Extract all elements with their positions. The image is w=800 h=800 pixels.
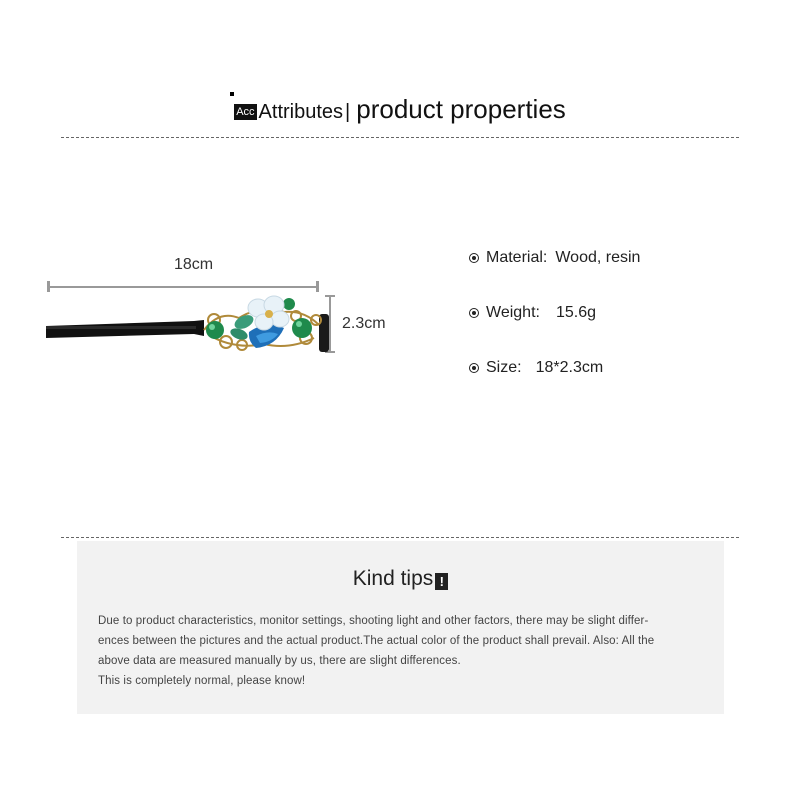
page-title: product properties <box>356 94 566 124</box>
property-value: 15.6g <box>555 304 596 321</box>
header-pipe: | <box>345 101 351 123</box>
section-header <box>0 94 800 124</box>
property-label: Size: <box>486 359 522 376</box>
property-label: Material: <box>486 249 548 266</box>
property-weight <box>469 304 596 322</box>
bottom-divider <box>61 537 739 538</box>
exclamation-icon: ! <box>435 573 448 590</box>
bullet-icon <box>469 363 479 373</box>
property-value: 18*2.3cm <box>535 359 604 376</box>
kind-tips-panel <box>77 541 724 714</box>
header-attributes-label: Attributes <box>258 101 344 123</box>
height-dimension-label: 2.3cm <box>342 315 386 332</box>
bullet-icon <box>469 308 479 318</box>
kind-tips-title-text: Kind tips <box>352 567 434 590</box>
top-divider <box>61 137 739 138</box>
corner-dot <box>230 92 234 96</box>
kind-tips-body <box>98 611 708 691</box>
header-badge: Acc <box>236 106 255 118</box>
tips-line: above data are measured manually by us, there are slight differences. <box>98 655 461 667</box>
bullet-icon <box>469 253 479 263</box>
tips-line: Due to product characteristics, monitor settings, shooting light and other factors, there may be slight differ- <box>98 615 649 627</box>
property-size <box>469 359 603 377</box>
tips-line: This is completely normal, please know! <box>98 675 306 687</box>
property-label: Weight: <box>486 304 540 321</box>
hairpin-product-image <box>44 290 334 360</box>
width-dimension-line <box>49 286 317 288</box>
width-dimension-label: 18cm <box>174 256 214 273</box>
property-value: Wood, resin <box>555 249 641 266</box>
property-material <box>469 249 640 267</box>
kind-tips-title <box>77 567 724 591</box>
tips-line: ences between the pictures and the actual product.The actual color of the product shall prevail. Also: All the <box>98 635 655 647</box>
